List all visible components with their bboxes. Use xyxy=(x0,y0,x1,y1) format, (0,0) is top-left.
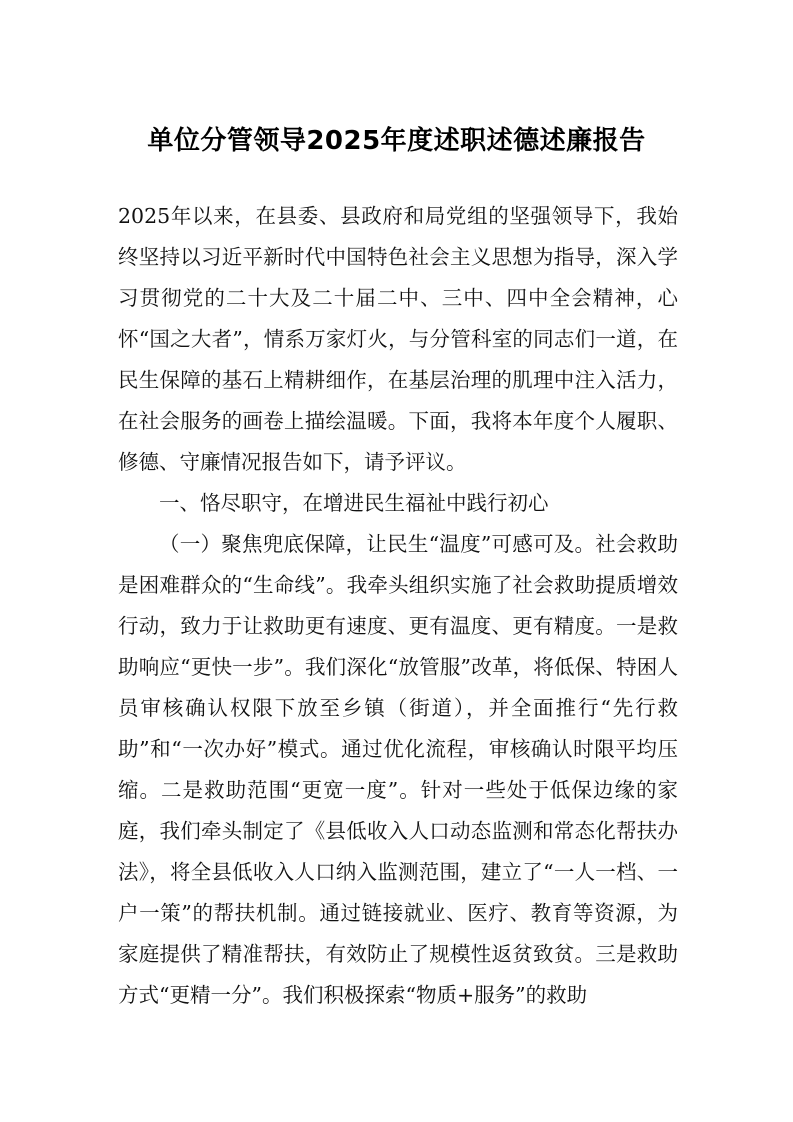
document-title: 单位分管领导2025年度述职述德述廉报告 xyxy=(147,126,646,156)
intro-paragraph: 2025年以来，在县委、县政府和局党组的坚强领导下，我始终坚持以习近平新时代中国特色社会主义思想为指导，深入学习贯彻党的二十大及二十届二中、三中、四中全会精神，心怀“国之大者”，情系万家灯火，与分管科室的同志们一道，在民生保障的基石上精耕细作，在基层治理的肌理中注入活力，在社会服务的画卷上描绘温暖。下面，我将本年度个人履职、修德、守廉情况报告如下，请予评议。 xyxy=(118,204,678,474)
subsection-paragraph: （一）聚焦兜底保障，让民生“温度”可感可及。社会救助是困难群众的“生命线”。我牵头组织实施了社会救助提质增效行动，致力于让救助更有速度、更有温度、更有精度。一是救助响应“更快一步”。我们深化“放管服”改革，将低保、特困人员审核确认权限下放至乡镇（街道），并全面推行“先行救助”和“一次办好”模式。通过优化流程，审核确认时限平均压缩。二是救助范围“更宽一度”。针对一些处于低保边缘的家庭，我们牵头制定了《县低收入人口动态监测和常态化帮扶办法》，将全县低收入人口纳入监测范围，建立了“一人一档、一户一策”的帮扶机制。通过链接就业、医疗、教育等资源，为家庭提供了精准帮扶，有效防止了规模性返贫致贫。三是救助方式“更精一分”。我们积极探索“物质+服务”的救助 xyxy=(118,532,678,1007)
section-heading: 一、恪尽职守，在增进民生福祉中践行初心 xyxy=(159,491,549,515)
document-body xyxy=(118,196,678,1016)
